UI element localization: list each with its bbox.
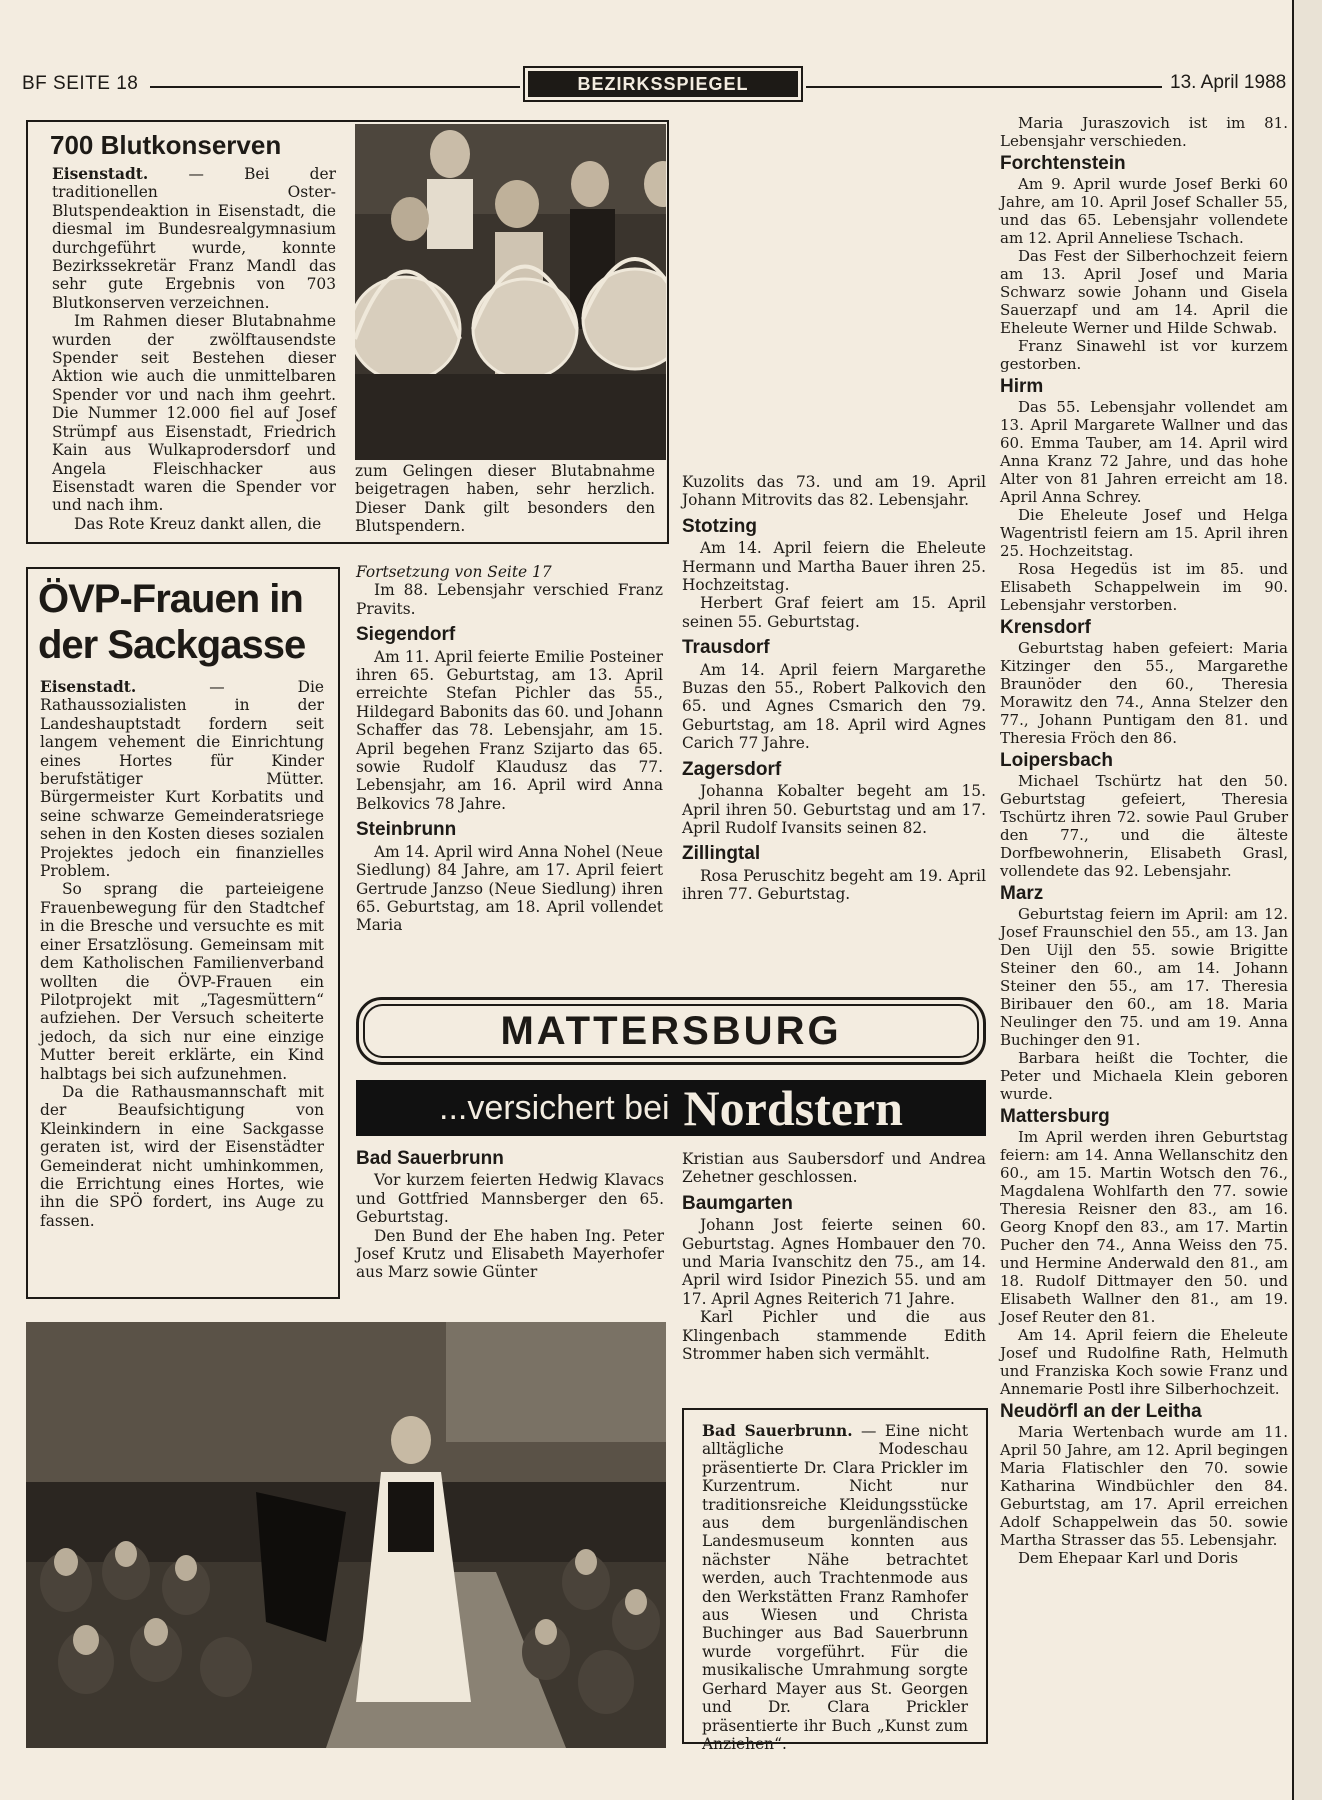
dateline: Eisenstadt.	[52, 165, 149, 183]
paragraph: — Bei der traditionellen Oster-Blutspendeaktion in Eisenstadt, die diesmal im Bundesrealgymnasium durchgeführt wurde, konnte Bezirkssekretär Franz Mandl das sehr gute Ergebnis von 703 Blutkonserven verzeichnen.	[52, 165, 336, 312]
paragraph: zum Gelingen dieser Blutabnahme beigetragen haben, sehr herzlich. Dieser Dank gilt besonders den Blutspendern.	[355, 462, 655, 536]
photo-graphic	[355, 124, 666, 460]
paragraph: Vor kurzem feierten Hedwig Klavacs und Gottfried Mannsberger den 65. Geburtstag.	[356, 1171, 664, 1227]
column-birthdays-2	[356, 563, 663, 935]
article-headline	[38, 576, 338, 668]
paragraph: Maria Wertenbach wurde am 11. April 50 Jahre, am 12. April begingen Maria Flatischler den 70. sowie Katharina Windbüchler den 84. Geburtstag, am 17. April erreichen Adolf Schappelwein das 50. sowie Martha Strasser das 55. Lebensjahr.	[1000, 1423, 1288, 1549]
paragraph: Dem Ehepaar Karl und Doris	[1018, 1549, 1239, 1567]
page-edge	[1292, 0, 1322, 1800]
paragraph: Kristian aus Saubersdorf und Andrea Zehetner geschlossen.	[682, 1150, 986, 1187]
paragraph: Rosa Peruschitz begeht am 19. April ihren 77. Geburtstag.	[682, 866, 986, 904]
paragraph: Am 9. April wurde Josef Berki 60 Jahre, am 10. April Josef Schaller 55, und das 65. Lebensjahr vollendete am 12. April Anneliese Tschach.	[1000, 175, 1288, 247]
advertisement-nordstern	[356, 1080, 986, 1136]
town-heading: Neudörfl an der Leitha	[1000, 1401, 1202, 1422]
dateline: Bad Sauerbrunn.	[702, 1422, 853, 1440]
issue-date: 13. April 1988	[1170, 72, 1287, 93]
section-label: BEZIRKSSPIEGEL	[528, 71, 798, 97]
town-heading: Steinbrunn	[356, 819, 457, 841]
column-bad-sauerbrunn	[356, 1150, 664, 1282]
paragraph: Johann Jost feierte seinen 60. Geburtstag. Agnes Hombauer den 70. und Maria Ivanschitz den 75., am 14. April wird Isidor Pinezich 55. und am 17. April Agnes Reiterich 71 Jahre.	[682, 1216, 986, 1308]
paragraph: Das Fest der Silberhochzeit feiern am 13. April Josef und Maria Schwarz sowie Johann und Gisela Sauerzapf und am 14. April die Eheleute Werner und Hilde Schwab.	[1000, 247, 1288, 337]
town-heading: Stotzing	[682, 515, 757, 537]
town-heading: Loipersbach	[1000, 750, 1113, 771]
paragraph: Im 88. Lebensjahr verschied Franz Pravits.	[356, 581, 663, 618]
photo-graphic	[26, 1322, 666, 1748]
paragraph: Barbara heißt die Tochter, die Peter und Michaela Klein geboren wurde.	[1000, 1049, 1288, 1103]
ad-brand: Nordstern	[683, 1080, 903, 1136]
paragraph: Franz Sinawehl ist vor kurzem gestorben.	[1000, 337, 1288, 373]
article-body	[702, 1422, 968, 1753]
ad-tagline: ...versichert bei	[439, 1088, 670, 1127]
paragraph: Im Rahmen dieser Blutabnahme wurden der zwölftausendste Spender seit Bestehen dieser Aktion wie auch die unmittelbaren Spender vor und nach ihm geehrt. Die Nummer 12.000 fiel auf Josef Strümpf aus Eisenstadt, Friedrich Kain aus Wulkaprodersdorf und Angela Fleischhacker aus Eisenstadt waren die Spender vor und nach ihm.	[52, 312, 336, 515]
section-label-box	[523, 66, 803, 102]
town-heading: Zagersdorf	[682, 758, 782, 780]
photo-fashion-show	[26, 1322, 666, 1748]
article-body	[52, 165, 336, 533]
paragraph: Die Eheleute Josef und Helga Wagentristl feiern am 15. April ihren 25. Hochzeitstag.	[1000, 506, 1288, 560]
page-number: BF SEITE 18	[22, 73, 139, 94]
article-modeschau	[682, 1408, 988, 1753]
continuation-note: Fortsetzung von Seite 17	[356, 563, 552, 581]
photo-blood-donors	[355, 124, 666, 460]
paragraph: Michael Tschürtz hat den 50. Geburtstag gefeiert, Theresia Tschürtz ihren 72. sowie Paul Gruber den 77., und die älteste Dorfbewohnerin, Elisabeth Grasl, vollendete das 92. Lebensjahr.	[1000, 772, 1288, 880]
paragraph: — Die Rathaussozialisten in der Landeshauptstadt fordern seit langem vehement die Einrichtung eines Hortes für Kinder berufstätiger Mütter. Bürgermeister Kurt Korbatits und seine schwarze Gemeinderatsriege sehen in den Kosten dieses sozialen Projektes jedoch ein finanzielles Problem.	[40, 678, 324, 881]
paragraph: Karl Pichler und die aus Klingenbach stammende Edith Strommer haben sich vermählt.	[682, 1308, 986, 1364]
paragraph: Den Bund der Ehe haben Ing. Peter Josef Krutz und Elisabeth Mayerhofer aus Marz sowie Günter	[356, 1226, 664, 1282]
section-banner-title: MATTERSBURG	[363, 1004, 979, 1058]
paragraph: Am 14. April feiern Margarethe Buzas den 55., Robert Palkovich den 65. und Agnes Csmarich den 79. Geburtstag, am 18. April wird Agnes Carich 77 Jahre.	[682, 660, 986, 753]
paragraph: Geburtstag feiern im April: am 12. Josef Fraunschiel den 55., am 13. Jan Den Uijl den 55. sowie Brigitte Steiner den 60., am 14. Johann Steiner den 55., am 17. Theresia Biribauer den 60., am 18. Maria Neulinger den 75. und am 19. Anna Buchinger den 91.	[1000, 905, 1288, 1049]
article-title: 700 Blutkonserven	[50, 130, 282, 160]
article-body-cont	[355, 462, 655, 536]
headline-line: ÖVP-Frauen in	[38, 577, 303, 621]
header-rule-left	[150, 86, 520, 88]
column-birthdays-4	[1000, 114, 1288, 1567]
paragraph: Johanna Kobalter begeht am 15. April ihren 50. Geburtstag und am 17. April Rudolf Ivansits seinen 82.	[682, 782, 986, 837]
paragraph: Am 11. April feierte Emilie Posteiner ihren 65. Geburtstag, am 13. April erreichte Stefan Pichler das 55., Hildegard Babonits das 60. und Johann Schaffer das 78. Lebensjahr, am 15. April begehen Franz Szijarto das 65. sowie Rudolf Klaudusz das 77. Lebensjahr, am 16. April wird Anna Belkovics 78 Jahre.	[356, 647, 663, 813]
town-heading: Marz	[1000, 883, 1044, 904]
section-banner	[356, 997, 986, 1065]
town-heading: Krensdorf	[1000, 617, 1091, 638]
paragraph: Im April werden ihren Geburtstag feiern: am 14. Anna Wellanschitz den 60., am 15. Martin Wotsch den 76., Magdalena Wohlfarth den 77. sowie Theresia Reisner den 83., am 16. Georg Knopf den 83., am 17. Martin Pucher den 74., Anna Weiss den 75. und Hermine Anderwald den 81., am 18. Rudolf Dittmayer den 50. und Elisabeth Wallner den 81., am 19. Josef Reuter den 81.	[1000, 1128, 1288, 1326]
paragraph: Am 14. April feiern die Eheleute Hermann und Martha Bauer ihren 25. Hochzeitstag.	[682, 539, 986, 595]
paragraph: — Eine nicht alltägliche Modeschau präsentierte Dr. Clara Prickler im Kurzentrum. Nicht nur traditionsreiche Kleidungsstücke aus dem burgenländischen Landesmuseum konnten aus nächster Nähe betrachtet werden, auch Trachtenmode aus den Werkstätten Franz Ramhofer aus Wiesen und Christa Buchinger aus Bad Sauerbrunn wurde vorgeführt. Für die musikalische Umrahmung sorgte Gerhard Mayer aus St. Georgen und Dr. Clara Prickler präsentierte ihr Buch „Kunst zum Anziehen“.	[702, 1422, 968, 1753]
paragraph: Das Rote Kreuz dankt allen, die	[74, 514, 322, 533]
town-heading: Baumgarten	[682, 1192, 793, 1214]
town-heading: Forchtenstein	[1000, 153, 1126, 174]
town-heading: Hirm	[1000, 376, 1044, 397]
column-birthdays-3	[682, 473, 986, 904]
paragraph: Am 14. April wird Anna Nohel (Neue Siedlung) 84 Jahre, am 17. April feiert Gertrude Janzso (Neue Siedlung) ihren 65. Geburtstag, am 18. April vollendet Maria	[356, 842, 663, 935]
town-heading: Bad Sauerbrunn	[356, 1148, 504, 1169]
column-baumgarten	[682, 1150, 986, 1363]
headline-line: der Sackgasse	[38, 623, 306, 667]
town-heading: Siegendorf	[356, 624, 456, 646]
paragraph: Kuzolits das 73. und am 19. April Johann Mitrovits das 82. Lebensjahr.	[682, 473, 986, 510]
paragraph: Geburtstag haben gefeiert: Maria Kitzinger den 55., Margarethe Braunöder den 60., Theresia Morawitz den 74., Anna Stelzer den 77., Johann Puntigam den 81. und Theresia Fröch den 86.	[1000, 639, 1288, 747]
town-heading: Zillingtal	[682, 843, 761, 865]
paragraph: Am 14. April feiern die Eheleute Josef und Rudolfine Rath, Helmuth und Franziska Koch sowie Franz und Annemarie Postl ihre Silberhochzeit.	[1000, 1326, 1288, 1398]
paragraph: Herbert Graf feiert am 15. April seinen 55. Geburtstag.	[682, 594, 986, 631]
paragraph: So sprang die parteieigene Frauenbewegung für den Stadtchef in die Bresche und versuchte es mit einer Ersatzlösung. Gemeinsam mit dem Katholischen Familienverband wollten die ÖVP-Frauen ein Pilotprojekt mit „Tagesmüttern“ aufziehen. Der Versuch scheiterte jedoch, da sich nur eine einzige Mutter bereit erklärte, ein Kind halbtags bei sich aufzunehmen.	[40, 880, 324, 1083]
town-heading: Trausdorf	[682, 637, 770, 659]
town-heading: Mattersburg	[1000, 1106, 1110, 1127]
paragraph: Da die Rathausmannschaft mit der Beaufsichtigung von Kleinkindern in eine Sackgasse geraten ist, wird der Eisenstädter Gemeinderat nicht umhinkommen, die Errichtung eines Hortes, wie ihn die SPÖ fordert, ins Auge zu fassen.	[40, 1082, 324, 1230]
paragraph: Das 55. Lebensjahr vollendet am 13. April Margarete Wallner und das 60. Emma Tauber, am 14. April wird Anna Kranz 72 Jahre, und das hohe Alter von 81 Jahren erreicht am 18. April Anna Schrey.	[1000, 398, 1288, 506]
dateline: Eisenstadt.	[40, 678, 137, 696]
paragraph: Maria Juraszovich ist im 81. Lebensjahr verschieden.	[1000, 114, 1288, 150]
paragraph: Rosa Hegedüs ist im 85. und Elisabeth Schappelwein im 90. Lebensjahr verstorben.	[1000, 560, 1288, 614]
article-body	[40, 678, 324, 1230]
header-rule-right	[806, 86, 1162, 88]
